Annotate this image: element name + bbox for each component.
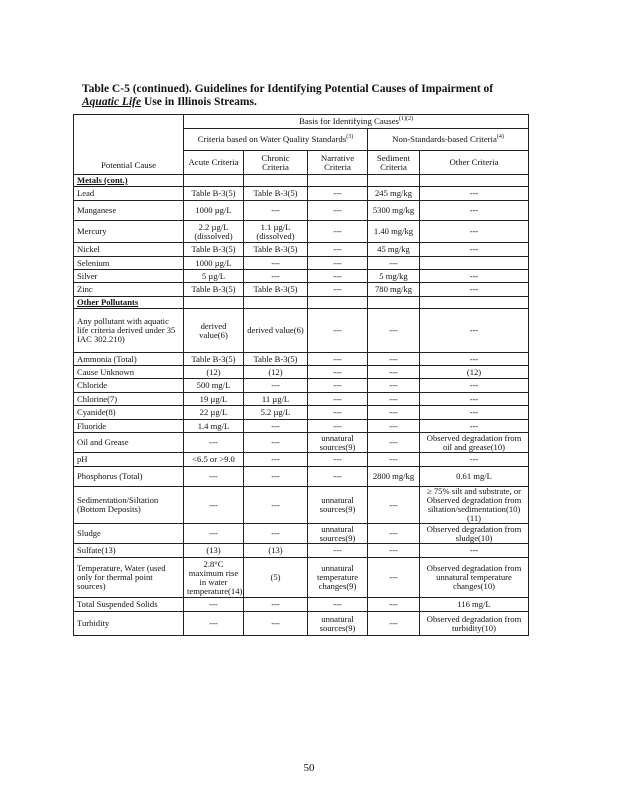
- cell-cause: Oil and Grease: [74, 433, 184, 453]
- cell-sediment: ---: [368, 558, 420, 598]
- cell-narrative: unnatural temperature changes(9): [308, 558, 368, 598]
- cell-sediment: ---: [368, 353, 420, 366]
- table-row: [74, 257, 529, 270]
- cell-sediment: ---: [368, 612, 420, 636]
- cell-acute: ---: [184, 487, 244, 524]
- cell-chronic: Table B-3(5): [244, 187, 308, 201]
- cell-cause: Cyanide(8): [74, 406, 184, 420]
- cell-chronic: ---: [244, 257, 308, 270]
- cell-acute: Table B-3(5): [184, 243, 244, 257]
- cell-sediment: ---: [368, 379, 420, 393]
- table-row: [74, 598, 529, 612]
- cell-narrative: ---: [308, 283, 368, 297]
- cell-narrative: ---: [308, 243, 368, 257]
- cell-chronic: ---: [244, 467, 308, 487]
- table-row: [74, 309, 529, 353]
- cell-cause: Sulfate(13): [74, 544, 184, 558]
- cell-cause: Phosphorus (Total): [74, 467, 184, 487]
- empty-cell: [368, 297, 420, 309]
- cell-narrative: ---: [308, 366, 368, 379]
- table-row: [74, 524, 529, 544]
- cell-narrative: ---: [308, 221, 368, 243]
- cell-sediment: 45 mg/kg: [368, 243, 420, 257]
- table-row: [74, 406, 529, 420]
- cell-chronic: ---: [244, 433, 308, 453]
- cell-chronic: ---: [244, 487, 308, 524]
- cell-cause: Zinc: [74, 283, 184, 297]
- section-other-pollutants: [74, 297, 529, 309]
- cell-narrative: unnatural sources(9): [308, 524, 368, 544]
- cell-narrative: unnatural sources(9): [308, 433, 368, 453]
- cell-chronic: ---: [244, 598, 308, 612]
- cell-cause: Sedimentation/Siltation (Bottom Deposits): [74, 487, 184, 524]
- empty-cell: [308, 175, 368, 187]
- cell-cause: Fluoride: [74, 420, 184, 433]
- table-row: [74, 243, 529, 257]
- cell-narrative: ---: [308, 393, 368, 406]
- cell-sediment: ---: [368, 598, 420, 612]
- cell-sediment: ---: [368, 257, 420, 270]
- page-number: 50: [303, 762, 315, 774]
- cell-other: ---: [420, 544, 529, 558]
- cell-narrative: ---: [308, 420, 368, 433]
- table-row: [74, 201, 529, 221]
- table-row: [74, 221, 529, 243]
- table-row: [74, 187, 529, 201]
- cell-sediment: 780 mg/kg: [368, 283, 420, 297]
- empty-cell: [244, 297, 308, 309]
- cell-cause: Selenium: [74, 257, 184, 270]
- cell-other: ---: [420, 283, 529, 297]
- cell-cause: Turbidity: [74, 612, 184, 636]
- cell-sediment: ---: [368, 453, 420, 467]
- cell-chronic: Table B-3(5): [244, 243, 308, 257]
- cell-narrative: ---: [308, 353, 368, 366]
- cell-narrative: unnatural sources(9): [308, 612, 368, 636]
- cell-cause: Lead: [74, 187, 184, 201]
- header-blank: Potential Cause: [74, 115, 184, 175]
- cell-other: ---: [420, 453, 529, 467]
- cell-acute: 19 µg/L: [184, 393, 244, 406]
- table-row: [74, 270, 529, 283]
- cell-narrative: ---: [308, 406, 368, 420]
- empty-cell: [184, 297, 244, 309]
- guidelines-table: [73, 114, 529, 636]
- header-nonstd: Non-Standards-based Criteria$^{(4)}$: [368, 129, 529, 151]
- cell-cause: Silver: [74, 270, 184, 283]
- table-title: [82, 83, 552, 109]
- cell-narrative: ---: [308, 270, 368, 283]
- header-basis: Basis for Identifying Causes$^{(1)(2)}$: [184, 115, 529, 129]
- empty-cell: [368, 175, 420, 187]
- cell-other: ---: [420, 187, 529, 201]
- cell-sediment: ---: [368, 487, 420, 524]
- empty-cell: [420, 175, 529, 187]
- cell-cause: Sludge: [74, 524, 184, 544]
- cell-other: 0.61 mg/L: [420, 467, 529, 487]
- cell-acute: ---: [184, 467, 244, 487]
- table-row: [74, 558, 529, 598]
- cell-acute: ---: [184, 612, 244, 636]
- cell-narrative: ---: [308, 598, 368, 612]
- cell-other: ---: [420, 420, 529, 433]
- cell-acute: 5 µg/L: [184, 270, 244, 283]
- cell-acute: 22 µg/L: [184, 406, 244, 420]
- table-row: [74, 612, 529, 636]
- cell-narrative: ---: [308, 544, 368, 558]
- cell-sediment: 5300 mg/kg: [368, 201, 420, 221]
- cell-other: ---: [420, 243, 529, 257]
- cell-chronic: 5.2 µg/L: [244, 406, 308, 420]
- cell-narrative: ---: [308, 467, 368, 487]
- cell-chronic: ---: [244, 453, 308, 467]
- table-row: [74, 467, 529, 487]
- cell-chronic: ---: [244, 201, 308, 221]
- section-label: Metals (cont.): [74, 175, 184, 187]
- cell-acute: ---: [184, 524, 244, 544]
- cell-narrative: unnatural sources(9): [308, 487, 368, 524]
- cell-narrative: ---: [308, 379, 368, 393]
- cell-narrative: ---: [308, 201, 368, 221]
- cell-cause: Chlorine(7): [74, 393, 184, 406]
- cell-acute: 2.2 µg/L (dissolved): [184, 221, 244, 243]
- cell-chronic: (5): [244, 558, 308, 598]
- cell-sediment: ---: [368, 433, 420, 453]
- cell-sediment: ---: [368, 420, 420, 433]
- cell-sediment: ---: [368, 366, 420, 379]
- cell-acute: derived value(6): [184, 309, 244, 353]
- header-acute: Acute Criteria: [184, 151, 244, 175]
- cell-sediment: 2800 mg/kg: [368, 467, 420, 487]
- cell-cause: Nickel: [74, 243, 184, 257]
- cell-cause: Manganese: [74, 201, 184, 221]
- cell-cause: Cause Unknown: [74, 366, 184, 379]
- cell-other: ≥ 75% silt and substrate, or Observed degradation from siltation/sedimentation(10)(11): [420, 487, 529, 524]
- table-row: [74, 393, 529, 406]
- cell-cause: Ammonia (Total): [74, 353, 184, 366]
- empty-cell: [244, 175, 308, 187]
- header-other: Other Criteria: [420, 151, 529, 175]
- empty-cell: [184, 175, 244, 187]
- cell-chronic: Table B-3(5): [244, 353, 308, 366]
- cell-acute: 1000 µg/L: [184, 257, 244, 270]
- empty-cell: [420, 297, 529, 309]
- cell-narrative: ---: [308, 309, 368, 353]
- cell-sediment: 245 mg/kg: [368, 187, 420, 201]
- cell-acute: (13): [184, 544, 244, 558]
- table-row: [74, 353, 529, 366]
- cell-acute: ---: [184, 598, 244, 612]
- table-row: [74, 283, 529, 297]
- cell-other: ---: [420, 406, 529, 420]
- cell-chronic: ---: [244, 524, 308, 544]
- cell-other: Observed degradation from sludge(10): [420, 524, 529, 544]
- cell-other: Observed degradation from oil and grease(10): [420, 433, 529, 453]
- table-row: [74, 420, 529, 433]
- cell-other: ---: [420, 201, 529, 221]
- cell-sediment: ---: [368, 524, 420, 544]
- title-use: Aquatic Life: [82, 96, 142, 108]
- cell-other: Observed degradation from turbidity(10): [420, 612, 529, 636]
- cell-acute: 1000 µg/L: [184, 201, 244, 221]
- cell-other: ---: [420, 221, 529, 243]
- cell-narrative: ---: [308, 453, 368, 467]
- cell-chronic: 11 µg/L: [244, 393, 308, 406]
- cell-acute: Table B-3(5): [184, 187, 244, 201]
- cell-acute: 1.4 mg/L: [184, 420, 244, 433]
- empty-cell: [308, 297, 368, 309]
- title-line: Table C-5 (continued). Guidelines for Identifying Potential Causes of Impairment of: [82, 83, 494, 95]
- cell-cause: Any pollutant with aquatic life criteria derived under 35 IAC 302.210): [74, 309, 184, 353]
- table-row: [74, 487, 529, 524]
- cell-chronic: Table B-3(5): [244, 283, 308, 297]
- cell-chronic: ---: [244, 612, 308, 636]
- cell-acute: (12): [184, 366, 244, 379]
- cell-other: ---: [420, 379, 529, 393]
- header-sediment: Sediment Criteria: [368, 151, 420, 175]
- cell-other: [420, 257, 529, 270]
- table-row: [74, 379, 529, 393]
- table-row: [74, 453, 529, 467]
- cell-chronic: ---: [244, 270, 308, 283]
- cell-acute: 2.8°C maximum rise in water temperature(14): [184, 558, 244, 598]
- cell-acute: <6.5 or >9.0: [184, 453, 244, 467]
- section-label: Other Pollutants: [74, 297, 184, 309]
- cell-chronic: 1.1 µg/L (dissolved): [244, 221, 308, 243]
- cell-acute: ---: [184, 433, 244, 453]
- cell-chronic: ---: [244, 379, 308, 393]
- cell-cause: Chloride: [74, 379, 184, 393]
- table-row: [74, 433, 529, 453]
- cell-chronic: ---: [244, 420, 308, 433]
- cell-other: ---: [420, 353, 529, 366]
- cell-acute: 500 mg/L: [184, 379, 244, 393]
- cell-chronic: (12): [244, 366, 308, 379]
- cell-sediment: ---: [368, 544, 420, 558]
- cell-sediment: ---: [368, 393, 420, 406]
- cell-other: ---: [420, 309, 529, 353]
- cell-acute: Table B-3(5): [184, 353, 244, 366]
- cell-other: 116 mg/L: [420, 598, 529, 612]
- cell-cause: Total Suspended Solids: [74, 598, 184, 612]
- header-wq: Criteria based on Water Quality Standards$^{(3)}$: [184, 129, 368, 151]
- cell-chronic: (13): [244, 544, 308, 558]
- section-metals: [74, 175, 529, 187]
- cell-cause: Temperature, Water (used only for thermal point sources): [74, 558, 184, 598]
- cell-other: (12): [420, 366, 529, 379]
- title-rest: Use in Illinois Streams.: [141, 96, 257, 108]
- table-row: [74, 366, 529, 379]
- header-narrative: Narrative Criteria: [308, 151, 368, 175]
- cell-other: ---: [420, 270, 529, 283]
- cell-other: ---: [420, 393, 529, 406]
- table-row: [74, 544, 529, 558]
- cell-narrative: ---: [308, 257, 368, 270]
- cell-cause: Mercury: [74, 221, 184, 243]
- cell-sediment: 1.40 mg/kg: [368, 221, 420, 243]
- cell-acute: Table B-3(5): [184, 283, 244, 297]
- cell-chronic: derived value(6): [244, 309, 308, 353]
- header-chronic: Chronic Criteria: [244, 151, 308, 175]
- cell-sediment: ---: [368, 406, 420, 420]
- cell-cause: pH: [74, 453, 184, 467]
- cell-narrative: ---: [308, 187, 368, 201]
- cell-other: Observed degradation from unnatural temperature changes(10): [420, 558, 529, 598]
- cell-sediment: 5 mg/kg: [368, 270, 420, 283]
- cell-sediment: ---: [368, 309, 420, 353]
